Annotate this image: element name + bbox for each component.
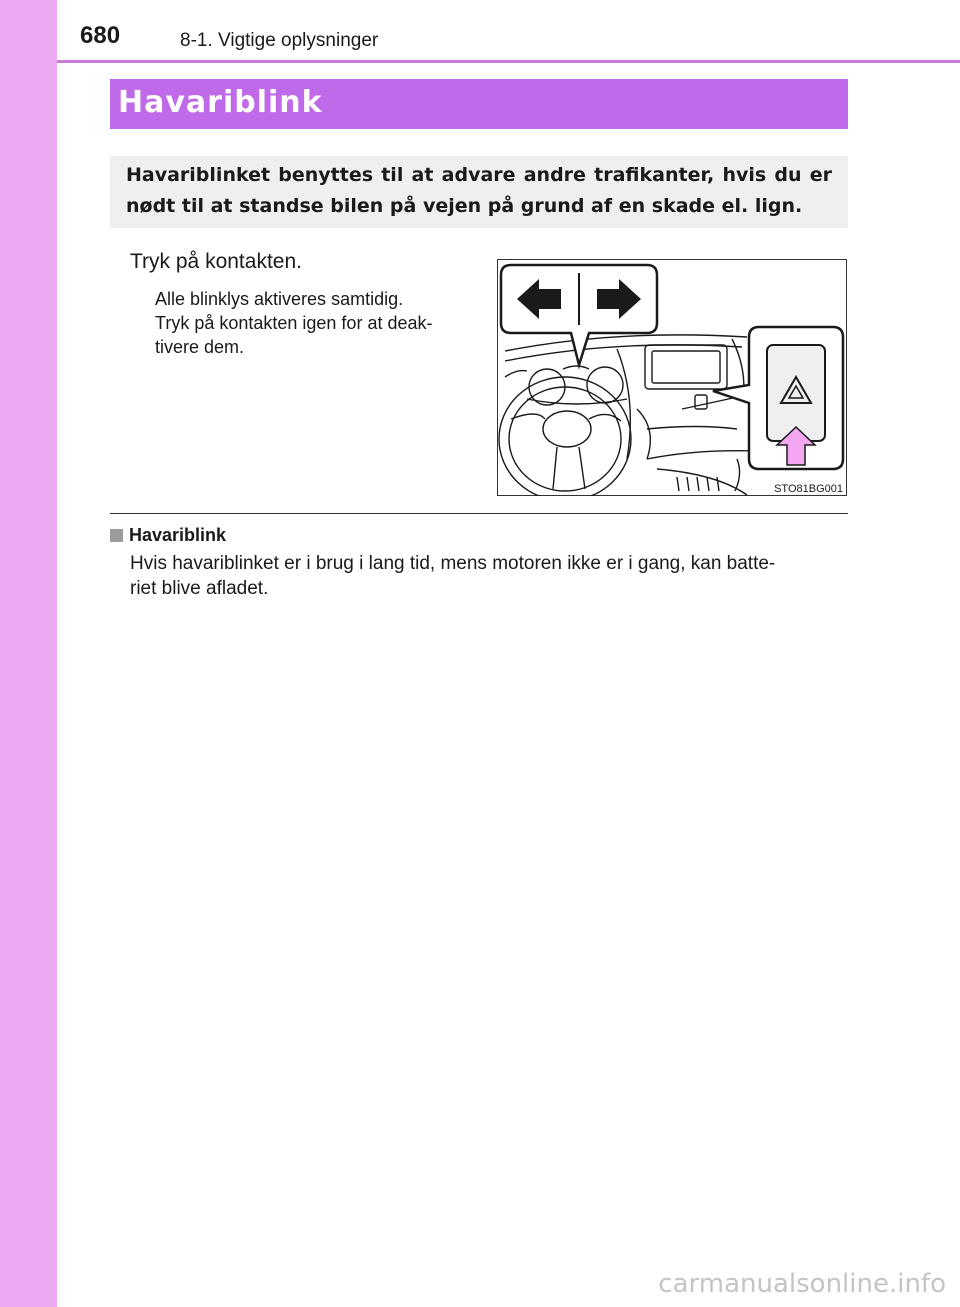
intro-text: Havariblinket benyttes til at advare andre trafikanter, hvis du er nødt til at standse bilen på vejen på grund af en skade el. lign. [126,164,832,217]
section-divider [110,513,848,514]
square-bullet-icon [110,529,123,542]
note-line: riet blive afladet. [130,578,269,599]
instruction-note-line: Tryk på kontakten igen for at deak- [155,313,433,333]
intro-box [110,156,848,228]
page-number: 680 [80,22,121,49]
note-line: Hvis havariblinket er i brug i lang tid, mens motoren ikke er i gang, kan batte- [130,553,776,574]
instruction-note [155,287,485,359]
section-banner [110,79,848,129]
side-band [0,0,57,1307]
figure-code: STO81BG001 [774,483,843,495]
note-body [130,551,850,601]
chapter-title: 8-1. Vigtige oplysninger [180,30,379,51]
dashboard-figure [497,259,847,496]
instruction-step: Tryk på kontakten. [130,250,302,273]
watermark[interactable]: carmanualsonline.info [658,1269,946,1299]
instruction-note-line: tivere dem. [155,337,245,357]
header-rule [57,60,960,63]
section-title: Havariblink [118,85,323,120]
note-heading-text: Havariblink [129,525,227,545]
note-heading [110,525,226,546]
instruction-note-line: Alle blinklys aktiveres samtidig. [155,289,404,309]
